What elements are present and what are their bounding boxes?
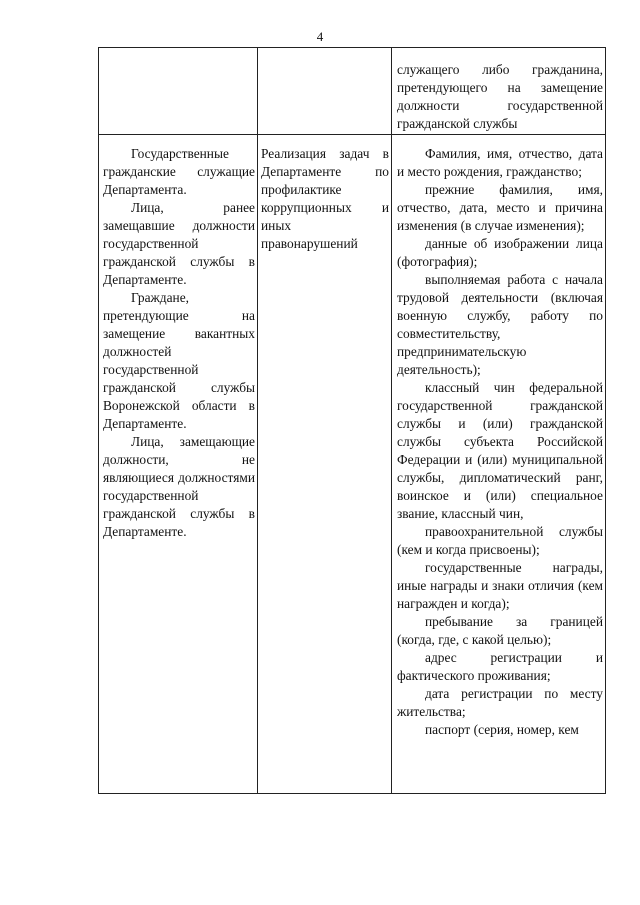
data-item-7: государственные награды, иные награды и знаки отличия (кем награжден и когда);	[397, 560, 603, 611]
data-item-10: дата регистрации по месту жительства;	[397, 686, 603, 719]
column-divider-2	[391, 48, 392, 793]
data-item-6: правоохранительной службы (кем и когда присвоены);	[397, 524, 603, 557]
data-item-11: паспорт (серия, номер, кем	[425, 722, 579, 737]
data-item-1: Фамилия, имя, отчество, дата и место рождения, гражданство;	[397, 146, 603, 179]
data-item-3: данные об изображении лица (фотография);	[397, 236, 603, 269]
subject-category-1: Государственные гражданские служащие Департамента.	[103, 146, 255, 197]
subject-category-2: Лица, ранее замещавшие должности государственной гражданской службы в Департаменте.	[103, 200, 255, 287]
data-item-8: пребывание за границей (когда, где, с какой целью);	[397, 614, 603, 647]
row2-col2-cell	[261, 145, 389, 253]
data-item-4: выполняемая работа с начала трудовой деятельности (включая военную службу, работу по совместительству, предпринимательскую деятельность);	[397, 272, 603, 377]
data-item-2: прежние фамилия, имя, отчество, дата, место и причина изменения (в случае изменения);	[397, 182, 603, 233]
row-divider	[99, 134, 605, 135]
processing-purpose: Реализация задач в Департаменте по профилактике коррупционных и иных правонарушений	[261, 146, 389, 251]
row2-col1-cell	[103, 145, 255, 541]
row1-col3-text: служащего либо гражданина, претендующего на замещение должности государственной гражданской службы	[397, 62, 603, 131]
row2-col3-cell	[397, 145, 603, 739]
data-item-5: классный чин федеральной государственной гражданской службы и (или) гражданской службы субъекта Российской Федерации и (или) муниципальной службы, дипломатический ранг, воинское и (или) специальное звание, классный чин,	[397, 380, 603, 521]
subject-category-3: Граждане, претендующие на замещение вакантных должностей государственной гражданской службы Воронежской области в Департаменте.	[103, 290, 255, 431]
page-number: 4	[316, 29, 324, 44]
column-divider-1	[257, 48, 258, 793]
data-item-9: адрес регистрации и фактического проживания;	[397, 650, 603, 683]
row1-col3-cell	[397, 61, 603, 133]
data-table	[98, 47, 606, 794]
subject-category-4: Лица, замещающие должности, не являющиеся должностями государственной гражданской службы в Департаменте.	[103, 434, 255, 539]
